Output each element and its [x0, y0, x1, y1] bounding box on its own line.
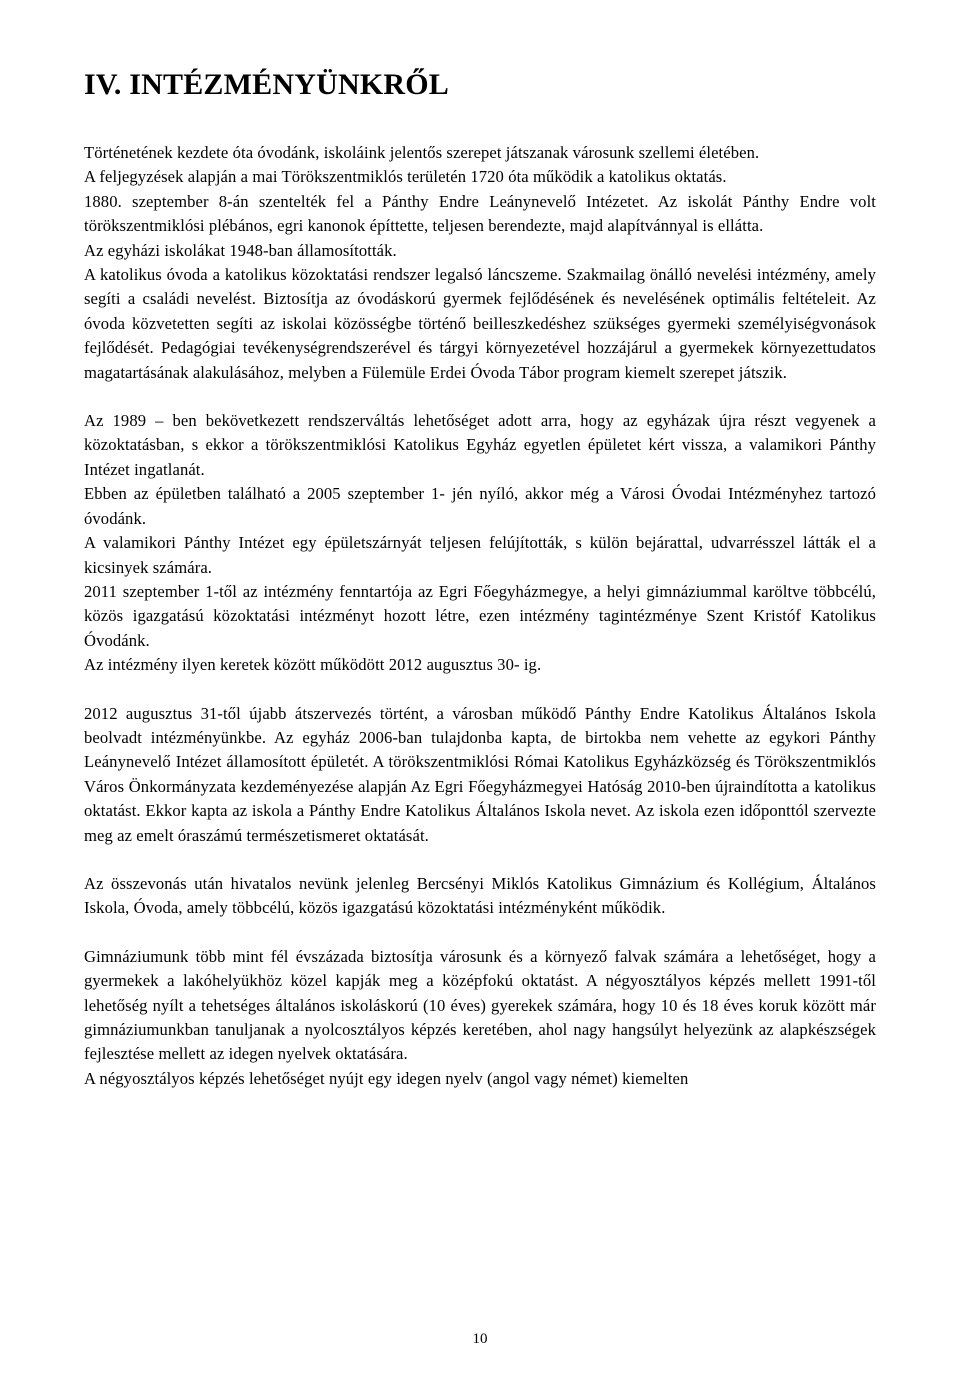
paragraph-2012-until: Az intézmény ilyen keretek között működött 2012 augusztus 30- ig. [84, 655, 542, 675]
paragraph-official-name: Az összevonás után hivatalos nevünk jelenleg Bercsényi Miklós Katolikus Gimnázium és Kollégium, Általános Iskola, Óvoda, amely többcélú, közös igazgatású közoktatási intézményként működik. [84, 873, 876, 918]
body-text [84, 141, 876, 1091]
paragraph-1880: 1880. szeptember 8-án szentelték fel a Pánthy Endre Leánynevelő Intézetet. Az iskolát Pánthy Endre volt törökszentmiklósi plébános, egri kanonok építtette, teljesen berendezte, majd alapítvánnyal is ellátta. [84, 191, 876, 236]
paragraph-2005: Ebben az épületben található a 2005 szeptember 1- jén nyíló, akkor még a Városi Óvodai Intézményhez tartozó óvodánk. [84, 484, 876, 528]
paragraph-four-year: A négyosztályos képzés lehetőséget nyújt egy idegen nyelv (angol vagy német) kiemelten [84, 1068, 689, 1088]
paragraph-2012-reorganization: 2012 augusztus 31-től újabb átszervezés történt, a városban működő Pánthy Endre Katolikus Általános Iskola beolvadt intézményünkbe. Az egyház 2006-ban tulajdonba kapta, de birtokba nem vehette az egykori Pánthy Leánynevelő Intézet államosított épületét. A törökszentmiklósi Római Katolikus Egyházközség és Törökszentmiklós Város Önkormányzata kezdeményezése alapján Az Egri Főegyházmegyei Hatóság 2010-ben újraindította a katolikus oktatást. Ekkor kapta az iskola a Pánthy Endre Katolikus Általános Iskola nevet. Az iskola ezen időponttól szervezte meg az emelt óraszámú természetismeret oktatását. [84, 703, 876, 845]
paragraph-gymnasium: Gimnáziumunk több mint fél évszázada biztosítja városunk és a környező falvak számára a lehetőséget, hogy a gyermekek a lakóhelyükhöz közel kapják meg a középfokú oktatást. A négyosztályos képzés mellett 1991-től lehetőség nyílt a tehetséges általános iskoláskorú (10 éves) gyerekek számára, hogy 10 és 18 éves koruk között már gimnáziumunkban tanuljanak a nyolcosztályos képzés keretében, ahol nagy hangsúlyt helyezünk az alapkészségek fejlesztése mellett az idegen nyelvek oktatására. [84, 946, 876, 1064]
paragraph-1989: Az 1989 – ben bekövetkezett rendszerváltás lehetőséget adott arra, hogy az egyházak újra részt vegyenek a közoktatásban, s ekkor a törökszentmiklósi Katolikus Egyház egyetlen épületet kért vissza, a valamikori Pánthy Intézet ingatlanát. [84, 411, 876, 479]
section-heading: IV. INTÉZMÉNYÜNKRŐL [84, 68, 449, 101]
paragraph-1948: Az egyházi iskolákat 1948-ban államosították. [84, 240, 397, 260]
paragraph-2011: 2011 szeptember 1-től az intézmény fenntartója az Egri Főegyházmegye, a helyi gimnáziummal karöltve többcélú, közös igazgatású közoktatási intézményt hozott létre, ezen intézmény tagintézménye Szent Kristóf Katolikus Óvodánk. [84, 581, 876, 650]
paragraph-intro: Történetének kezdete óta óvodánk, iskoláink jelentős szerepet játszanak városunk szellemi életében. [84, 143, 760, 162]
page-number: 10 [472, 1331, 488, 1347]
paragraph-records: A feljegyzések alapján a mai Törökszentmiklós területén 1720 óta működik a katolikus oktatás. [84, 167, 727, 187]
paragraph-renovation: A valamikori Pánthy Intézet egy épületszárnyát teljesen felújították, s külön bejárattal, udvarrésszel látták el a kicsinyek számára. [84, 533, 876, 577]
paragraph-kindergarten: A katolikus óvoda a katolikus közoktatási rendszer legalsó láncszeme. Szakmailag önálló nevelési intézmény, amely segíti a családi nevelést. Biztosítja az óvodáskorú gyermek fejlődésének és nevelésének optimális feltételeit. Az óvoda közvetetten segíti az iskolai közösségbe történő beilleszkedéshez szükséges gyermeki személyiségvonások fejlődését. Pedagógiai tevékenységrendszerével és tárgyi környezetével hozzájárul a gyermekek környezettudatos magatartásának alakulásához, melyben a Fülemüle Erdei Óvoda Tábor program kiemelt szerepet játszik. [84, 265, 876, 382]
